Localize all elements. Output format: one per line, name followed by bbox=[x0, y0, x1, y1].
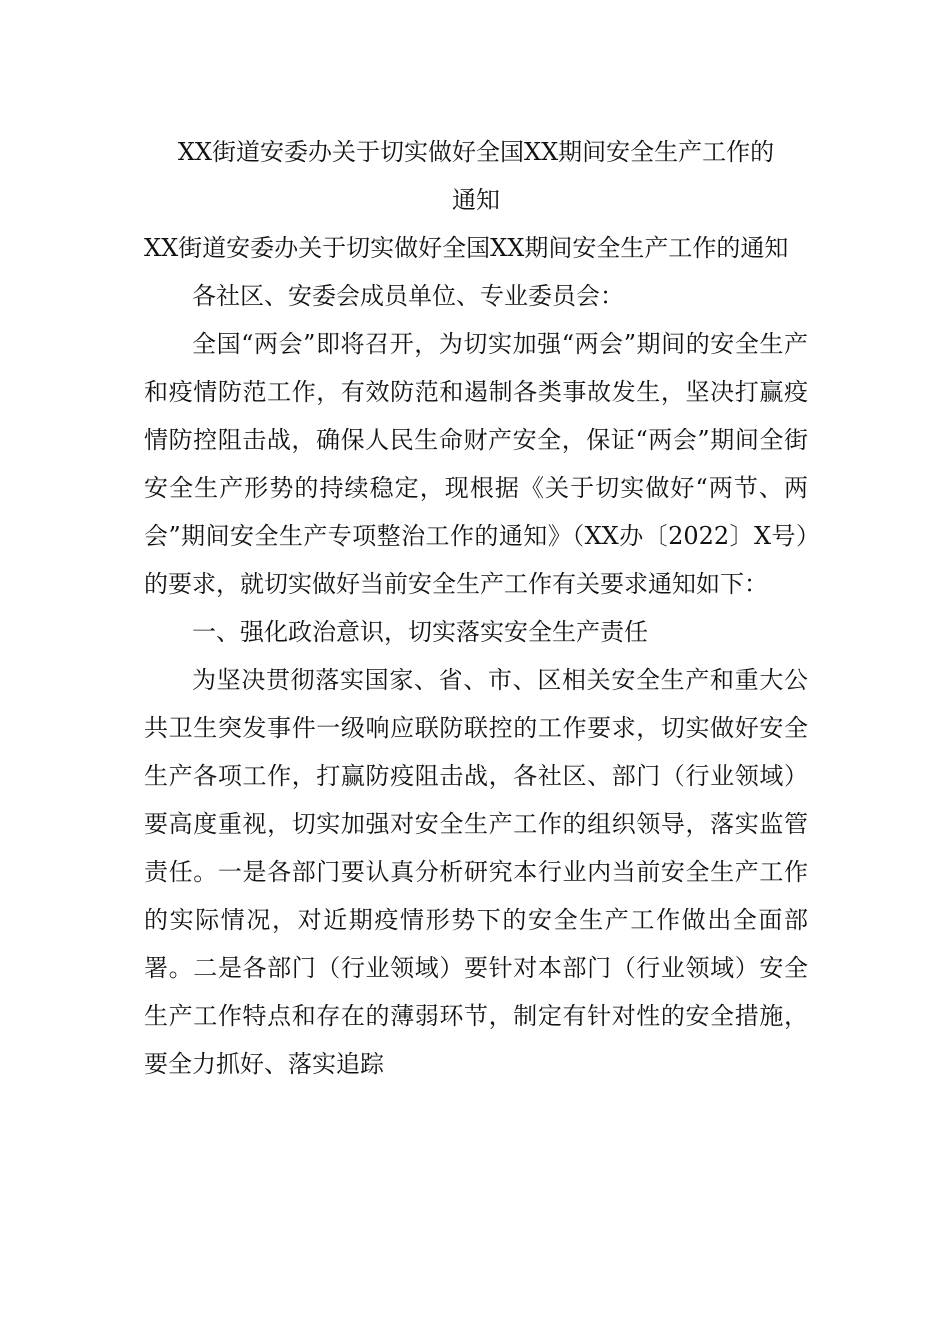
document-title-line-2: 通知 bbox=[452, 186, 500, 214]
document-page bbox=[144, 128, 808, 1088]
document-title-line-1: XX街道安委办关于切实做好全国XX期间安全生产工作的 bbox=[177, 138, 775, 166]
section-1-title: 一、强化政治意识，切实落实安全生产责任 bbox=[192, 618, 648, 646]
paragraph-intro: 全国“两会”即将召开，为切实加强“两会”期间的安全生产和疫情防范工作，有效防范和遏制各类事故发生，坚决打赢疫情防控阻击战，确保人民生命财产安全，保证“两会”期间全街安全生产形势的持续稳定，现根据《关于切实做好“两节、两会”期间安全生产专项整治工作的通知》（XX办〔2022〕X号）的要求，就切实做好当前安全生产工作有关要求通知如下： bbox=[144, 330, 808, 598]
salutation: 各社区、安委会成员单位、专业委员会： bbox=[192, 282, 624, 310]
paragraph-section-1: 为坚决贯彻落实国家、省、市、区相关安全生产和重大公共卫生突发事件一级响应联防联控的工作要求，切实做好安全生产各项工作，打赢防疫阻击战，各社区、部门（行业领域）要高度重视，切实加强对安全生产工作的组织领导，落实监管责任。一是各部门要认真分析研究本行业内当前安全生产工作的实际情况，对近期疫情形势下的安全生产工作做出全面部署。二是各部门（行业领域）要针对本部门（行业领域）安全生产工作特点和存在的薄弱环节，制定有针对性的安全措施，要全力抓好、落实追踪 bbox=[144, 666, 808, 1078]
document-heading: XX街道安委办关于切实做好全国XX期间安全生产工作的通知 bbox=[144, 234, 789, 262]
